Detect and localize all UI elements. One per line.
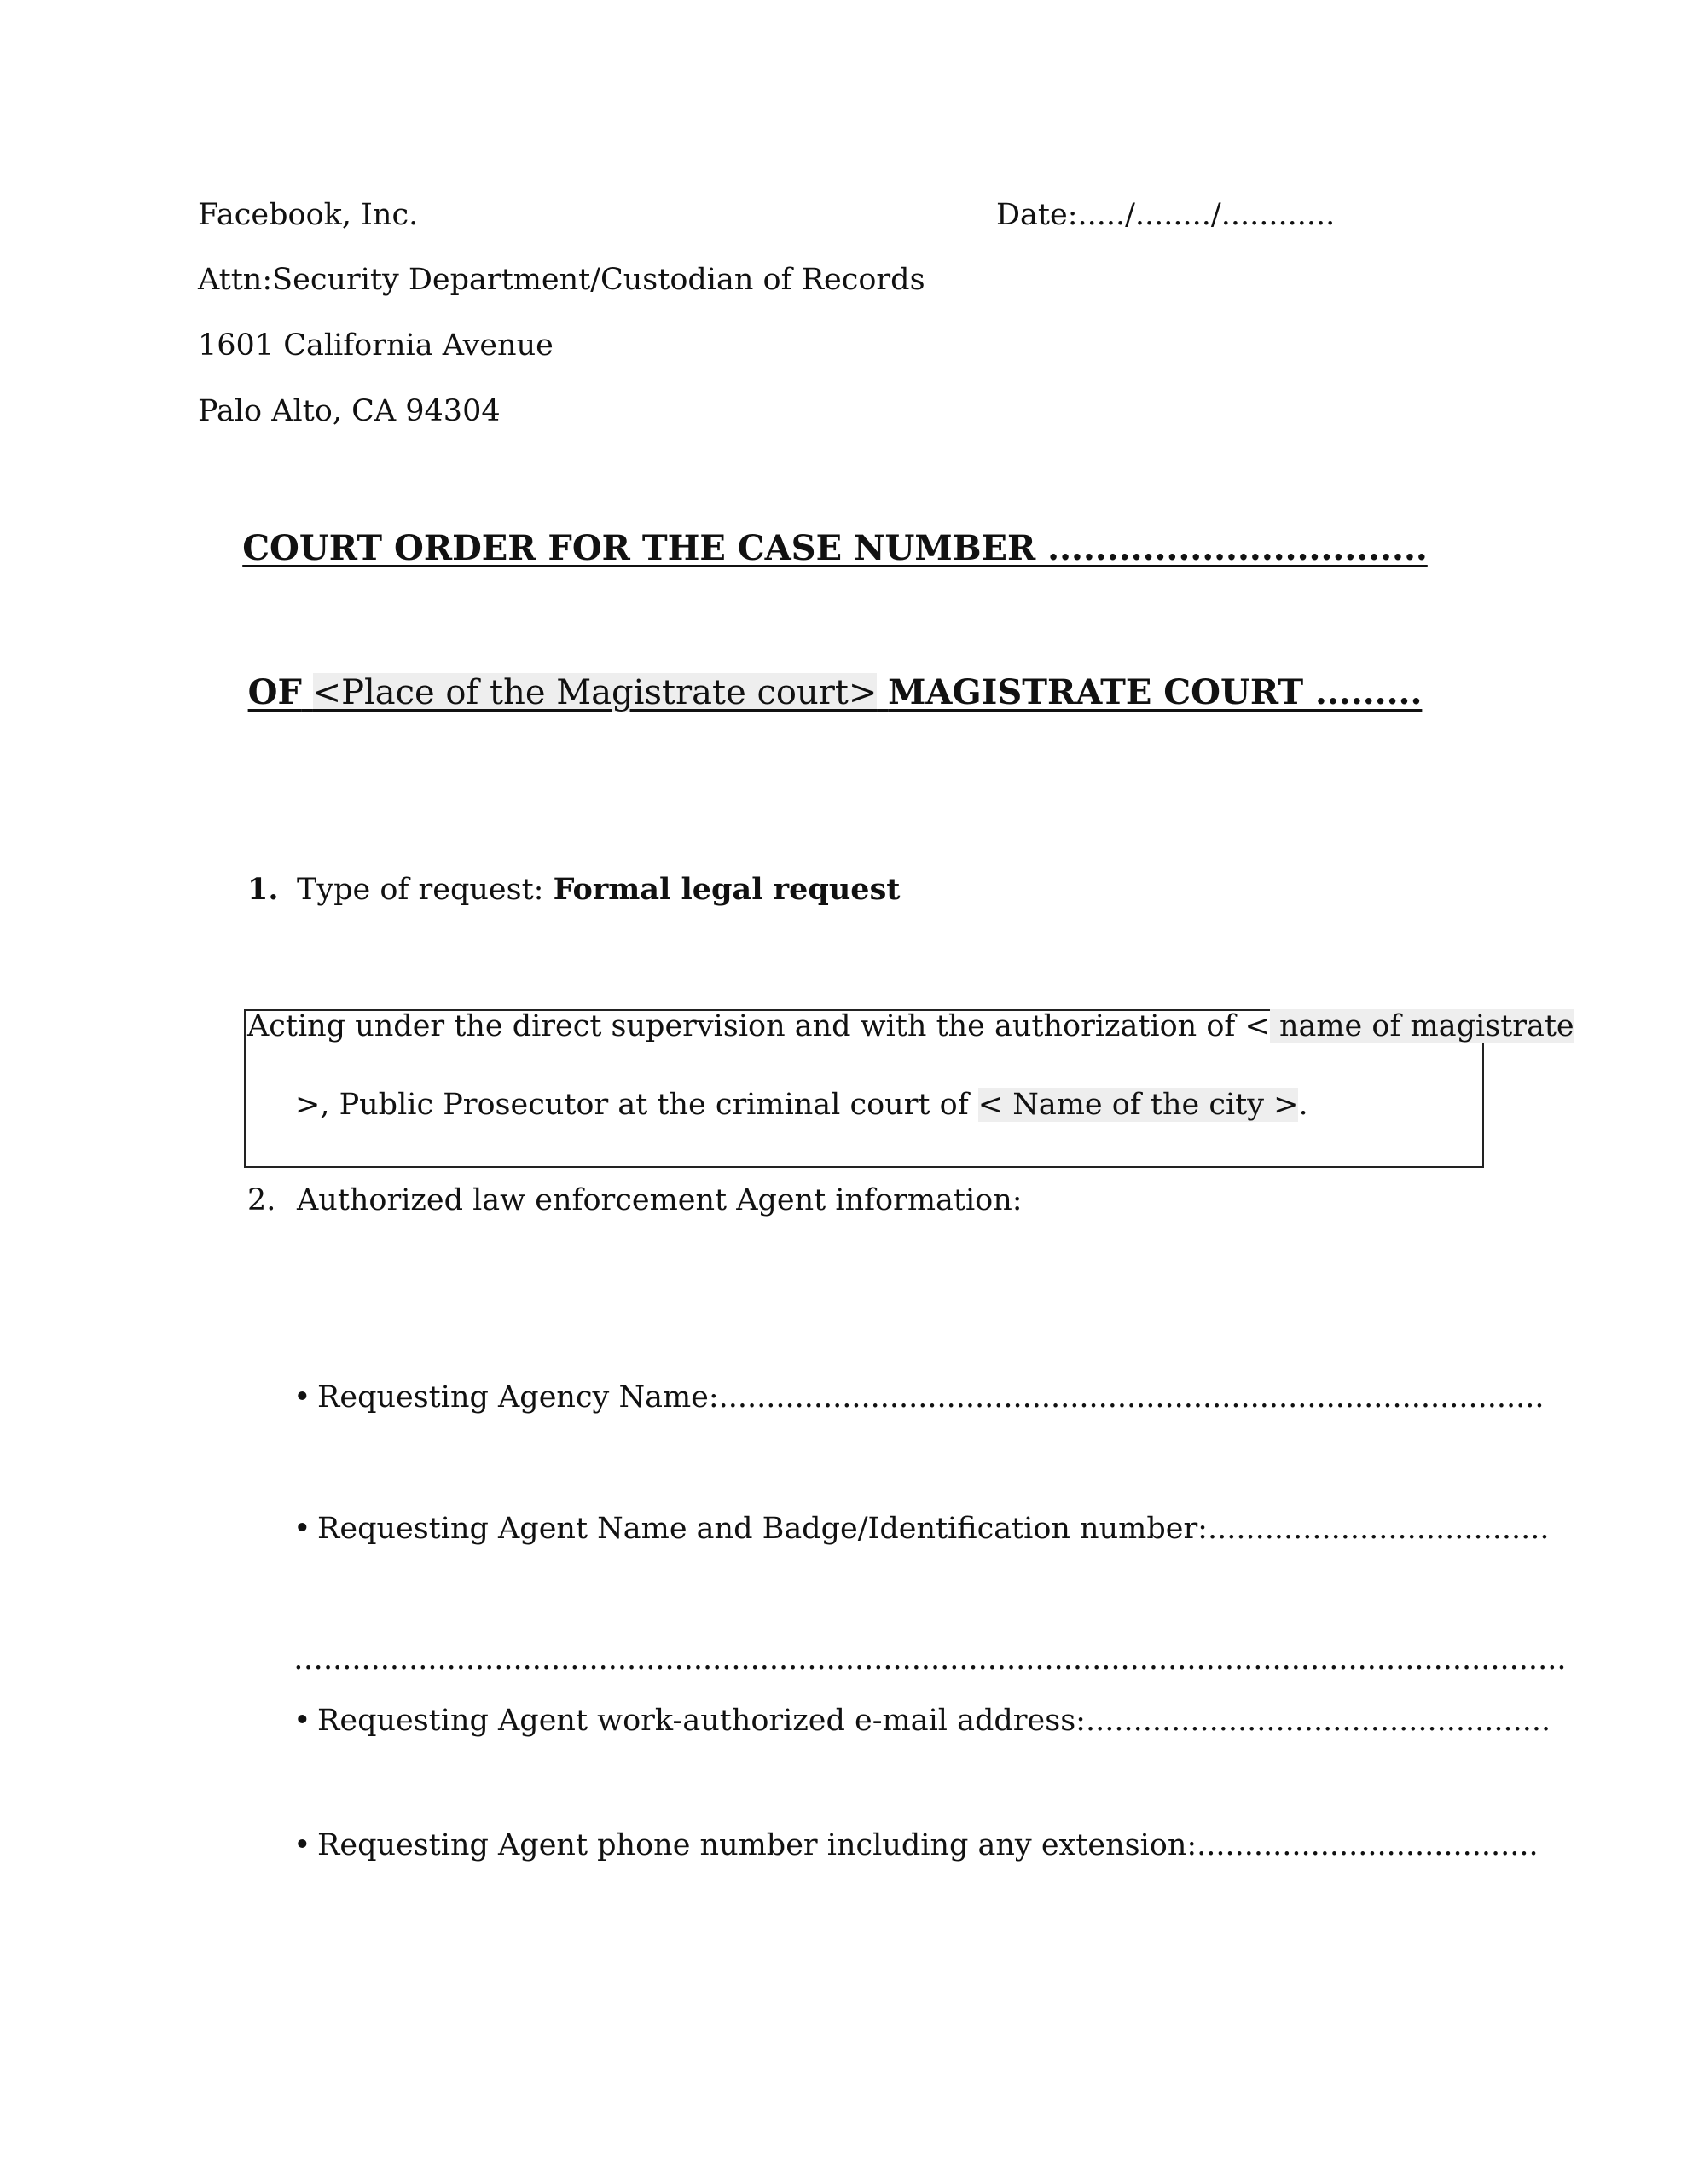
section-2-number: 2. <box>247 1183 276 1217</box>
section-1 <box>247 869 900 910</box>
agent-name-continuation <box>293 1639 1566 1680</box>
document-title <box>0 525 1678 572</box>
continuation-dots: …................................................................................................................................... <box>293 1642 1567 1676</box>
agent-phone-text: Requesting Agent phone number including any extension:.................................... <box>317 1828 1539 1862</box>
agent-email-text: Requesting Agent work-authorized e-mail address:................................................. <box>317 1704 1551 1738</box>
bullet-icon: • <box>293 1704 311 1738</box>
agent-phone-field <box>293 1825 1539 1866</box>
agency-name-text: Requesting Agency Name:....................................................................................... <box>317 1380 1545 1414</box>
magistrate-court-place: <Place of the Magistrate court> <box>312 673 878 712</box>
city-name-placeholder: < Name of the city > <box>977 1088 1299 1122</box>
section-2 <box>247 1180 1023 1221</box>
company-name: Facebook, Inc. <box>198 198 419 232</box>
section-1-number: 1. <box>247 872 279 907</box>
prosecutor-text: >, Public Prosecutor at the criminal court of <box>295 1088 978 1122</box>
date-field: Date:...../......../............ <box>996 198 1336 232</box>
agent-name-badge-text: Requesting Agent Name and Badge/Identification number:.................................... <box>317 1512 1550 1546</box>
agent-name-badge-field <box>293 1508 1550 1549</box>
authorization-line-2 <box>295 1084 1308 1125</box>
authorization-end: . <box>1298 1088 1308 1122</box>
title-case-number: COURT ORDER FOR THE CASE NUMBER ................................ <box>242 528 1428 568</box>
bullet-icon: • <box>293 1512 311 1546</box>
title-magistrate-court: MAGISTRATE COURT ......... <box>888 672 1423 712</box>
agency-name-field <box>293 1377 1545 1418</box>
authorization-line-1 <box>247 1006 1574 1047</box>
magistrate-name-placeholder: name of magistrate <box>1269 1009 1574 1043</box>
authorization-box <box>244 1009 1574 1168</box>
request-type-value: Formal legal request <box>553 872 901 907</box>
agent-email-field <box>293 1700 1551 1741</box>
bullet-icon: • <box>293 1380 311 1414</box>
bullet-icon: • <box>293 1828 311 1862</box>
authorization-text: Acting under the direct supervision and with the authorization of < <box>247 1009 1270 1043</box>
attention-line: Attn:Security Department/Custodian of Records <box>198 263 925 297</box>
agent-info-label: Authorized law enforcement Agent information: <box>297 1183 1023 1217</box>
street-address: 1601 California Avenue <box>198 328 554 363</box>
court-title <box>0 669 1678 717</box>
request-type-label: Type of request: <box>297 873 554 907</box>
title-of-prefix: OF <box>247 672 302 712</box>
city-state-zip: Palo Alto, CA 94304 <box>198 394 501 428</box>
